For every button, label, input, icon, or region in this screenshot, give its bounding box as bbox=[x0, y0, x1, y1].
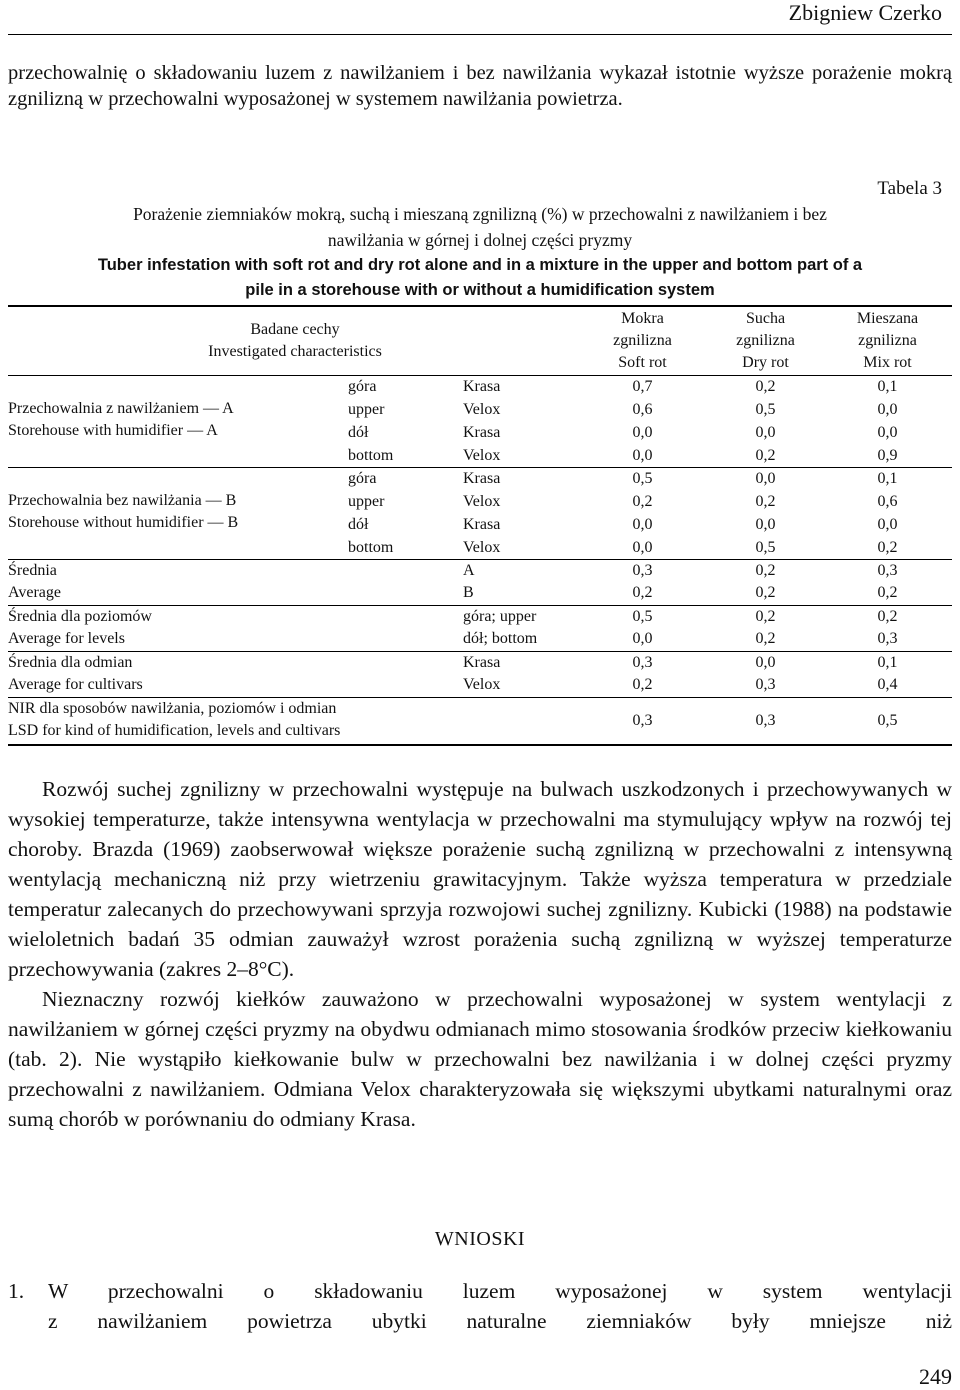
table-caption-pl-1: Porażenie ziemniaków mokrą, suchą i mieszaną zgnilizną (%) w przechowalni z nawilżaniem i bez bbox=[133, 204, 827, 224]
header-soft-rot: Mokra bbox=[621, 310, 664, 327]
value-soft-rot: 0,0 bbox=[632, 424, 653, 441]
value-soft-rot: 0,3 bbox=[632, 562, 653, 579]
table-label: Tabela 3 bbox=[877, 178, 942, 199]
header-mix-rot: Mix rot bbox=[863, 354, 912, 371]
value-mix-rot: 0,6 bbox=[877, 493, 898, 510]
value-soft-rot: 0,5 bbox=[632, 470, 653, 487]
row-cultivar: Velox bbox=[463, 401, 501, 418]
value-soft-rot: 0,2 bbox=[632, 676, 653, 693]
row-cultivar: Velox bbox=[463, 447, 501, 464]
row-position: bottom bbox=[348, 447, 394, 464]
row-position: upper bbox=[348, 401, 385, 418]
section-title-conclusions: WNIOSKI bbox=[434, 1228, 526, 1250]
header-dry-rot: Sucha bbox=[745, 310, 786, 327]
value-dry-rot: 0,5 bbox=[755, 401, 776, 418]
row-cultivar: Krasa bbox=[463, 470, 501, 487]
table-caption-en-1: Tuber infestation with soft rot and dry rot alone and in a mixture in the upper and bottom part of a bbox=[97, 256, 863, 274]
lsd-label-en: LSD for kind of humidification, levels and cultivars bbox=[8, 722, 341, 739]
value-mix-rot: 0,3 bbox=[877, 562, 898, 579]
row-key: A bbox=[463, 562, 475, 579]
value-dry-rot: 0,2 bbox=[755, 608, 776, 625]
row-cultivar: Krasa bbox=[463, 516, 501, 533]
value-mix-rot: 0,0 bbox=[877, 401, 898, 418]
table-top-rule bbox=[8, 305, 952, 307]
row-cultivar: Krasa bbox=[463, 378, 501, 395]
value-dry-rot: 0,2 bbox=[755, 378, 776, 395]
header-dry-rot: zgnilizna bbox=[736, 332, 795, 349]
group-a-label-pl: Przechowalnia z nawilżaniem — A bbox=[8, 400, 234, 417]
value-mix-rot: 0,0 bbox=[877, 516, 898, 533]
row-cultivar: Krasa bbox=[463, 424, 501, 441]
header-mix-rot: Mieszana bbox=[856, 310, 919, 327]
cultivars-label-pl: Średnia dla odmian bbox=[8, 654, 133, 671]
value-soft-rot: 0,2 bbox=[632, 493, 653, 510]
value-dry-rot: 0,0 bbox=[755, 516, 776, 533]
value-dry-rot: 0,0 bbox=[755, 470, 776, 487]
value-mix-rot: 0,1 bbox=[877, 470, 898, 487]
header-divider bbox=[8, 34, 952, 35]
value-dry-rot: 0,3 bbox=[755, 712, 776, 729]
list-text-line: W przechowalni o składowaniu luzem wyposażonej w system wentylacji bbox=[48, 1279, 952, 1303]
row-cultivar: Velox bbox=[463, 493, 501, 510]
row-key: Velox bbox=[463, 676, 501, 693]
table-bottom-rule bbox=[8, 744, 952, 746]
value-soft-rot: 0,0 bbox=[632, 539, 653, 556]
list-text-line: z nawilżaniem powietrza ubytki naturalne ziemniaków były mniejsze niż bbox=[48, 1309, 952, 1333]
value-mix-rot: 0,2 bbox=[877, 608, 898, 625]
body-paragraph: Rozwój suchej zgnilizny w przechowalni występuje na bulwach uszkodzonych i przechowywanych w wysokiej temperaturze, także intensywna wentylacja w przechowalni ma stymulujący wpływ na rozwój tej choroby. Brazda (1969) zaobserwował większe porażenie suchą zgnilizną w przechowalni z intensywną wentylacją mechaniczną niż przy wietrzeniu grawitacyjnym. Także wyższa temperatura w przedziale temperatur zalecanych do przechowywani sprzyja rozwojowi suchej zgnilizny. Kubicki (1988) na podstawie wieloletnich badań 35 odmian zauważył wzrost porażenia suchą zgnilizną w wyższej temperaturze przechowywania (zakres 2–8°C). bbox=[8, 777, 952, 981]
header-soft-rot: Soft rot bbox=[618, 354, 667, 371]
value-dry-rot: 0,2 bbox=[755, 630, 776, 647]
header-soft-rot: zgnilizna bbox=[613, 332, 672, 349]
value-dry-rot: 0,2 bbox=[755, 562, 776, 579]
value-soft-rot: 0,0 bbox=[632, 516, 653, 533]
value-soft-rot: 0,7 bbox=[632, 378, 653, 395]
row-key: B bbox=[463, 584, 474, 601]
value-mix-rot: 0,1 bbox=[877, 378, 898, 395]
value-mix-rot: 0,1 bbox=[877, 654, 898, 671]
page-number: 249 bbox=[919, 1364, 952, 1389]
running-header-author: Zbigniew Czerko bbox=[788, 0, 942, 25]
row-position: góra bbox=[348, 470, 377, 487]
header-mix-rot: zgnilizna bbox=[858, 332, 917, 349]
group-b-label-en: Storehouse without humidifier — B bbox=[8, 514, 239, 531]
intro-paragraph: przechowalnię o składowaniu luzem z nawilżaniem i bez nawilżania wykazał istotnie wyższe porażenie mokrą zgnilizną w przechowalni wyposażonej w systemem nawilżania powietrza. bbox=[8, 62, 952, 110]
group-b-label-pl: Przechowalnia bez nawilżania — B bbox=[8, 492, 237, 509]
row-position: dół bbox=[348, 516, 369, 533]
value-dry-rot: 0,5 bbox=[755, 539, 776, 556]
levels-label-pl: Średnia dla poziomów bbox=[8, 608, 152, 625]
value-mix-rot: 0,0 bbox=[877, 424, 898, 441]
body-paragraph: Nieznaczny rozwój kiełków zauważono w przechowalni wyposażonej w system wentylacji z nawilżaniem w górnej części pryzmy na obydwu odmianach mimo stosowania środków przeciw kiełkowaniu (tab. 2). Nie wystąpiło kiełkowanie bulw w przechowalni bez nawilżania i w dolnej części pryzmy przechowalni z nawilżaniem. Odmiana Velox charakteryzowała się większymi ubytkami naturalnymi oraz sumą chorób w porównaniu do odmiany Krasa. bbox=[8, 987, 952, 1131]
value-mix-rot: 0,2 bbox=[877, 539, 898, 556]
row-key: Krasa bbox=[463, 654, 501, 671]
value-soft-rot: 0,2 bbox=[632, 584, 653, 601]
value-soft-rot: 0,0 bbox=[632, 447, 653, 464]
lsd-label-pl: NIR dla sposobów nawilżania, poziomów i odmian bbox=[8, 700, 337, 717]
value-mix-rot: 0,4 bbox=[877, 676, 898, 693]
value-soft-rot: 0,5 bbox=[632, 608, 653, 625]
row-position: dół bbox=[348, 424, 369, 441]
value-soft-rot: 0,6 bbox=[632, 401, 653, 418]
value-soft-rot: 0,0 bbox=[632, 630, 653, 647]
header-characteristics-pl: Badane cechy bbox=[250, 321, 340, 338]
average-label-en: Average bbox=[8, 584, 61, 601]
value-dry-rot: 0,2 bbox=[755, 447, 776, 464]
row-key: dół; bottom bbox=[463, 630, 538, 647]
value-dry-rot: 0,0 bbox=[755, 424, 776, 441]
row-cultivar: Velox bbox=[463, 539, 501, 556]
row-position: bottom bbox=[348, 539, 394, 556]
value-mix-rot: 0,5 bbox=[877, 712, 898, 729]
group-a-label-en: Storehouse with humidifier — A bbox=[8, 422, 218, 439]
value-dry-rot: 0,2 bbox=[755, 493, 776, 510]
value-soft-rot: 0,3 bbox=[632, 654, 653, 671]
average-label-pl: Średnia bbox=[8, 562, 57, 579]
value-mix-rot: 0,9 bbox=[877, 447, 898, 464]
value-mix-rot: 0,2 bbox=[877, 584, 898, 601]
table-caption-pl-2: nawilżania w górnej i dolnej części pryzmy bbox=[327, 230, 633, 250]
header-characteristics-en: Investigated characteristics bbox=[208, 343, 382, 360]
value-soft-rot: 0,3 bbox=[632, 712, 653, 729]
body-text bbox=[8, 774, 952, 1134]
levels-label-en: Average for levels bbox=[8, 630, 125, 647]
row-key: góra; upper bbox=[463, 608, 537, 625]
row-position: upper bbox=[348, 493, 385, 510]
value-dry-rot: 0,3 bbox=[755, 676, 776, 693]
value-dry-rot: 0,2 bbox=[755, 584, 776, 601]
cultivars-label-en: Average for cultivars bbox=[8, 676, 143, 693]
list-number: 1. bbox=[8, 1279, 25, 1303]
value-dry-rot: 0,0 bbox=[755, 654, 776, 671]
row-position: góra bbox=[348, 378, 377, 395]
value-mix-rot: 0,3 bbox=[877, 630, 898, 647]
header-dry-rot: Dry rot bbox=[742, 354, 789, 371]
table-caption-en-2: pile in a storehouse with or without a humidification system bbox=[245, 281, 715, 299]
